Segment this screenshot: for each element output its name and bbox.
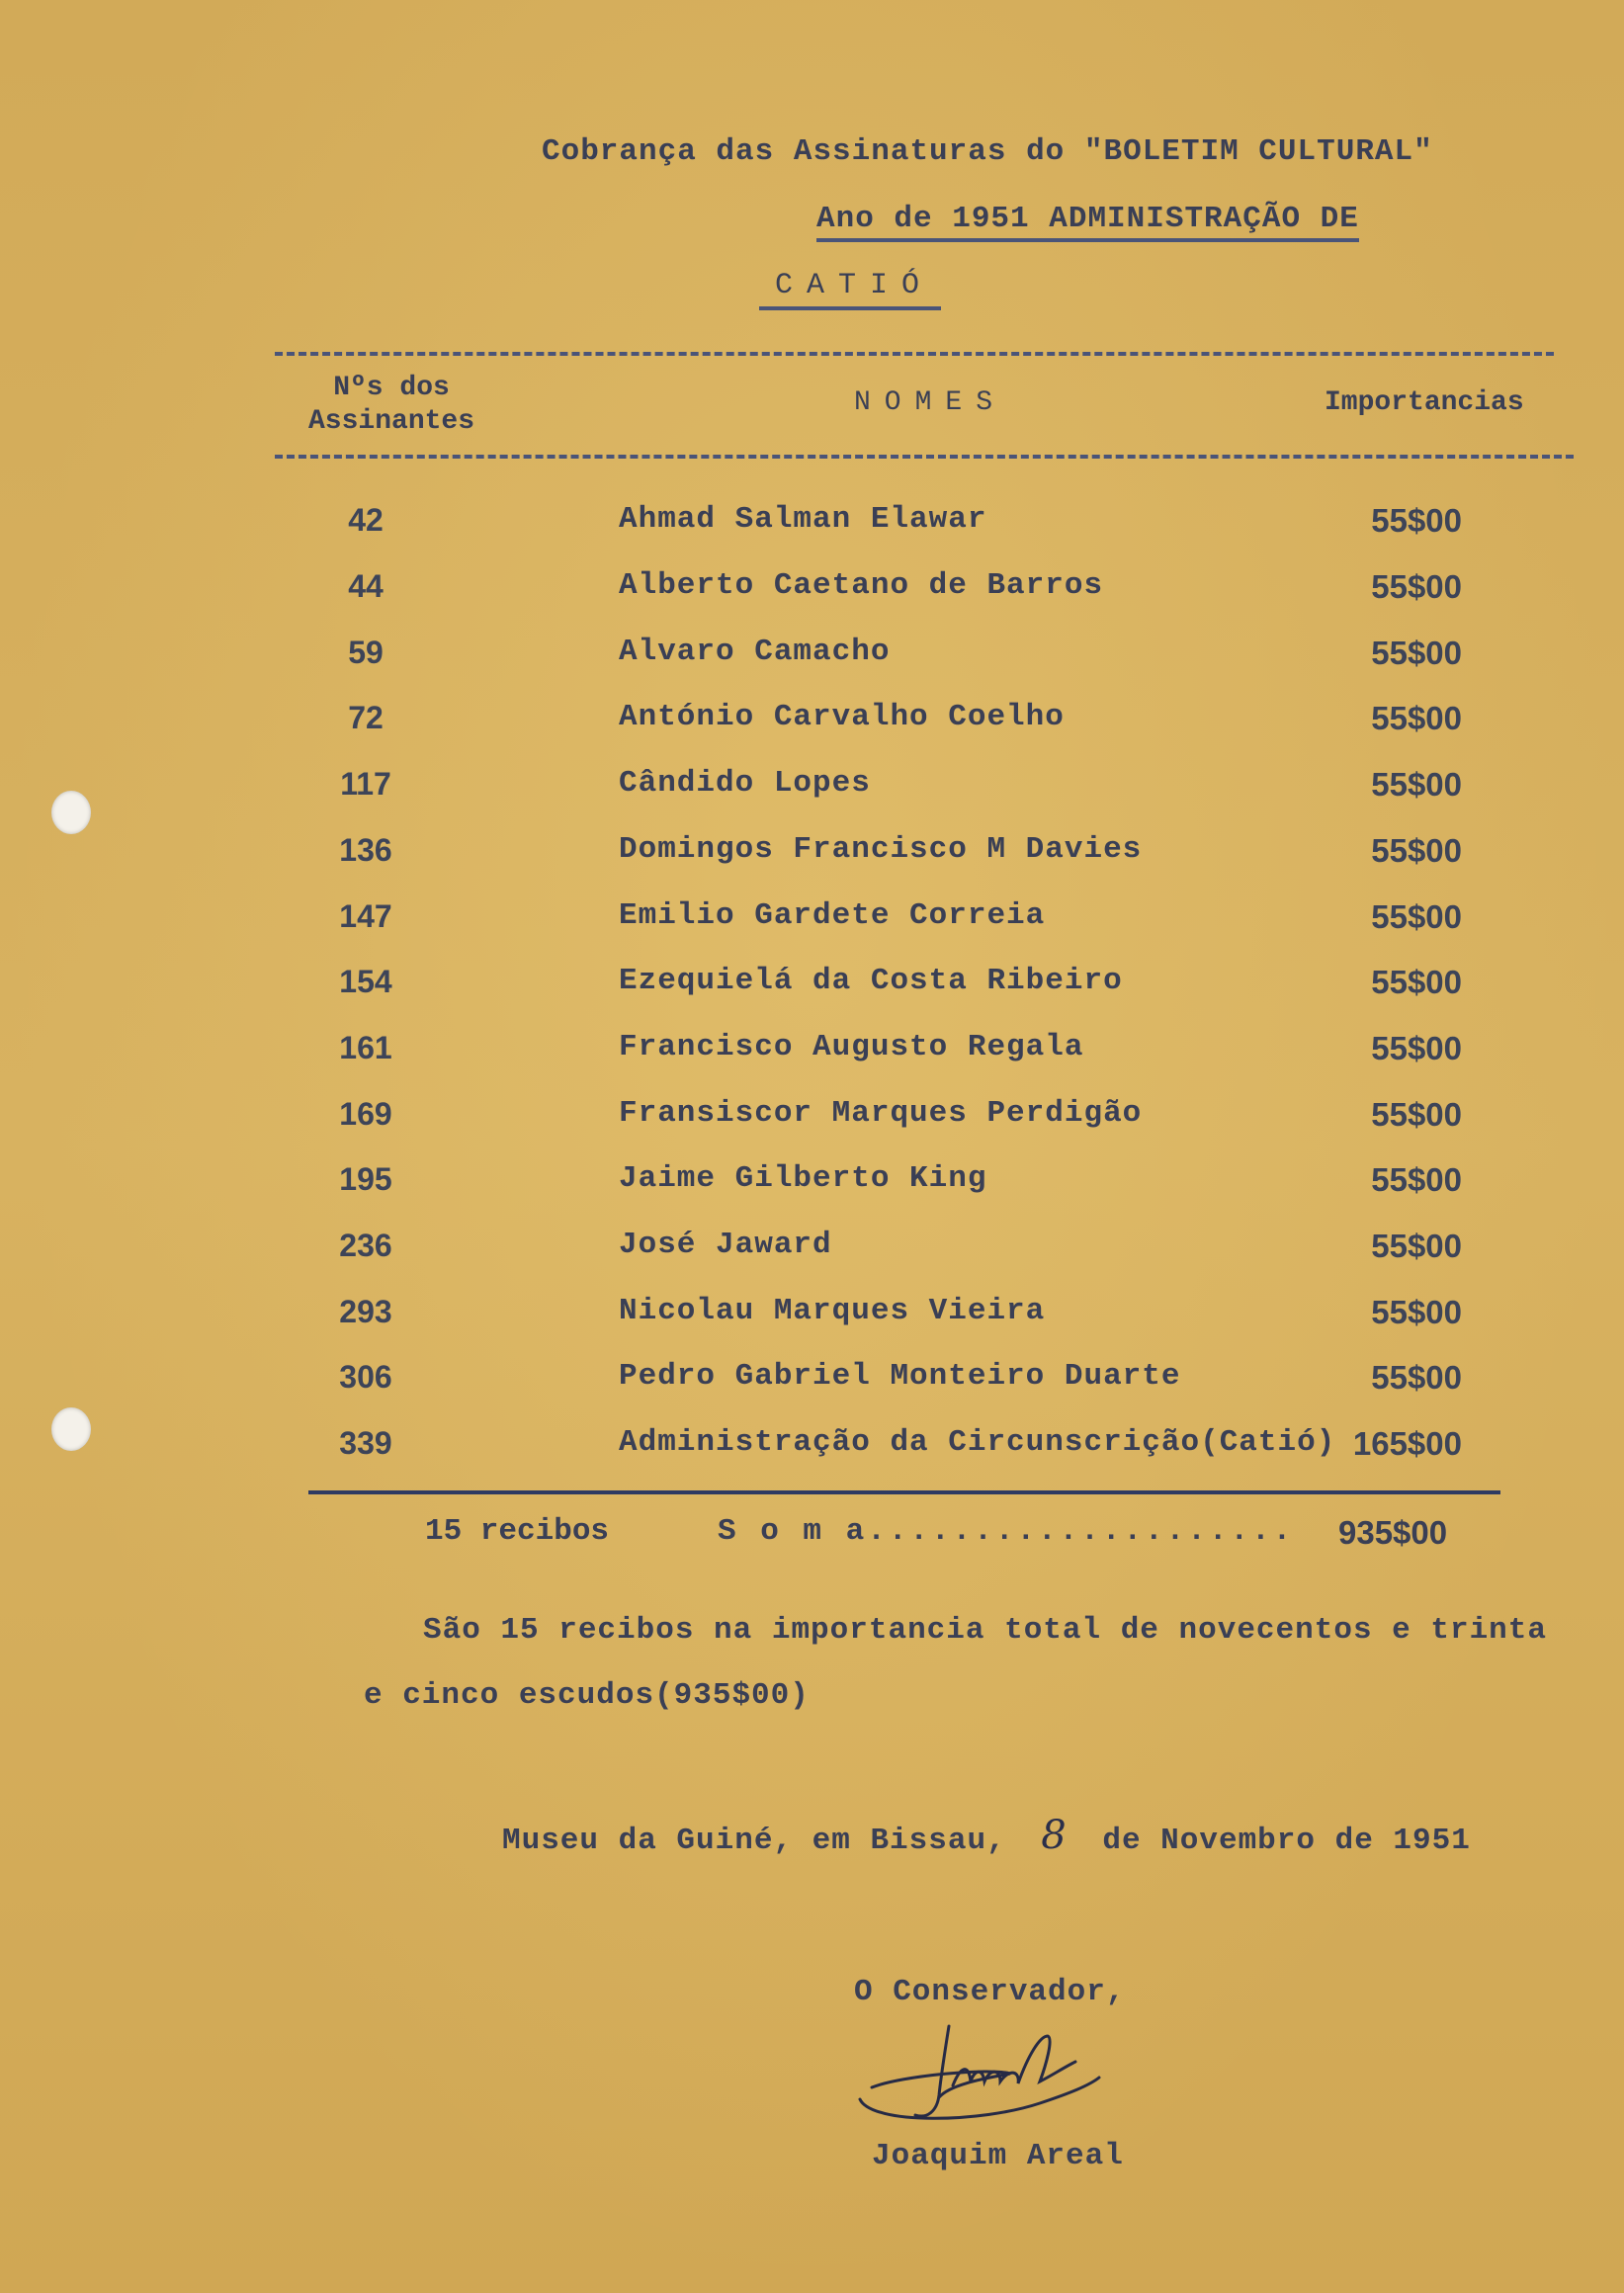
receipts-count: 15 recibos: [425, 1514, 610, 1549]
sum-amount: 935$00: [1338, 1514, 1448, 1551]
subscriber-name: Fransiscor Marques Perdigão: [619, 1096, 1143, 1131]
place-date-prefix: Museu da Guiné, em Bissau,: [502, 1824, 1006, 1858]
subscriber-name: Alvaro Camacho: [619, 635, 891, 669]
subscriber-number: 161: [339, 1030, 392, 1065]
subscriber-name: Ezequielá da Costa Ribeiro: [619, 964, 1123, 998]
document-subtitle: Ano de 1951 ADMINISTRAÇÃO DE: [816, 202, 1359, 242]
subscriber-number: 195: [339, 1161, 392, 1197]
summary-line-1: São 15 recibos na importancia total de novecentos e trinta: [423, 1613, 1547, 1648]
total-rule: [308, 1490, 1500, 1494]
subscription-amount: 55$00: [1371, 898, 1462, 935]
subscriber-name: Cândido Lopes: [619, 766, 871, 801]
table-row: [0, 1096, 1624, 1161]
place-date-suffix: de Novembro de 1951: [1102, 1824, 1471, 1858]
signatory-role: O Conservador,: [854, 1975, 1126, 2009]
table-row: [0, 964, 1624, 1029]
table-row: [0, 1161, 1624, 1227]
summary-line-2: e cinco escudos(935$00): [364, 1678, 810, 1713]
subscriber-number: 339: [339, 1425, 392, 1461]
subscriber-name: Domingos Francisco M Davies: [619, 832, 1143, 867]
subscription-amount: 55$00: [1371, 964, 1462, 1000]
subscriber-name: Nicolau Marques Vieira: [619, 1294, 1046, 1328]
subscriber-name: Jaime Gilberto King: [619, 1161, 987, 1196]
subscription-amount: 55$00: [1371, 1228, 1462, 1264]
handwritten-day: 8: [1041, 1813, 1068, 1858]
subscriber-name: Ahmad Salman Elawar: [619, 502, 987, 537]
subscription-amount: 55$00: [1371, 502, 1462, 539]
subscriber-number: 59: [348, 635, 384, 670]
header-top-rule: [275, 352, 1554, 356]
subscription-amount: 165$00: [1352, 1425, 1462, 1462]
table-row: [0, 1030, 1624, 1095]
subscription-amount: 55$00: [1371, 568, 1462, 605]
subscriber-number: 147: [339, 898, 392, 934]
table-row: [0, 568, 1624, 634]
column-header-number-line2: Assinantes: [308, 406, 475, 437]
table-row: [0, 1359, 1624, 1424]
column-header-names: NOMES: [854, 387, 1007, 418]
subscriber-name: Administração da Circunscrição(Catió): [619, 1425, 1336, 1460]
subscription-amount: 55$00: [1371, 766, 1462, 803]
table-row: [0, 700, 1624, 765]
subscriber-number: 236: [339, 1228, 392, 1263]
subscriber-number: 44: [348, 568, 384, 604]
table-row: [0, 502, 1624, 567]
subscriber-number: 306: [339, 1359, 392, 1395]
column-header-number-line1: Nºs dos: [333, 373, 450, 403]
subscriber-name: António Carvalho Coelho: [619, 700, 1065, 734]
header-bottom-rule: [275, 455, 1574, 459]
table-row: [0, 766, 1624, 831]
subscriber-number: 42: [348, 502, 384, 538]
subscriber-number: 293: [339, 1294, 392, 1329]
column-header-amounts: Importancias: [1325, 387, 1524, 418]
subscriber-number: 72: [348, 700, 384, 735]
subscription-amount: 55$00: [1371, 1359, 1462, 1396]
table-row: [0, 898, 1624, 964]
subscriber-name: José Jaward: [619, 1228, 832, 1262]
table-row: [0, 832, 1624, 897]
sum-label: S o m a....................: [718, 1514, 1295, 1549]
subscription-amount: 55$00: [1371, 700, 1462, 736]
subscriber-number: 169: [339, 1096, 392, 1132]
table-row: [0, 635, 1624, 700]
document-location: CATIÓ: [759, 269, 941, 310]
place-date-line: [502, 1813, 1471, 1858]
subscription-amount: 55$00: [1371, 832, 1462, 869]
subscription-amount: 55$00: [1371, 1294, 1462, 1330]
table-row: [0, 1294, 1624, 1359]
table-row: [0, 1425, 1624, 1490]
signatory-name: Joaquim Areal: [872, 2139, 1124, 2173]
subscription-amount: 55$00: [1371, 1030, 1462, 1066]
subscriber-number: 136: [339, 832, 392, 868]
subscription-amount: 55$00: [1371, 1161, 1462, 1198]
table-row: [0, 1228, 1624, 1293]
subscription-amount: 55$00: [1371, 635, 1462, 671]
subscriber-name: Emilio Gardete Correia: [619, 898, 1046, 933]
subscriber-number: 117: [340, 766, 391, 802]
column-header-number: [308, 372, 474, 439]
document-title: Cobrança das Assinaturas do "BOLETIM CULTURAL": [542, 134, 1433, 169]
handwritten-signature: [842, 2016, 1139, 2145]
subscriber-name: Alberto Caetano de Barros: [619, 568, 1104, 603]
subscriber-number: 154: [339, 964, 392, 999]
subscriber-name: Francisco Augusto Regala: [619, 1030, 1084, 1064]
subscription-amount: 55$00: [1371, 1096, 1462, 1133]
subscriber-name: Pedro Gabriel Monteiro Duarte: [619, 1359, 1181, 1394]
